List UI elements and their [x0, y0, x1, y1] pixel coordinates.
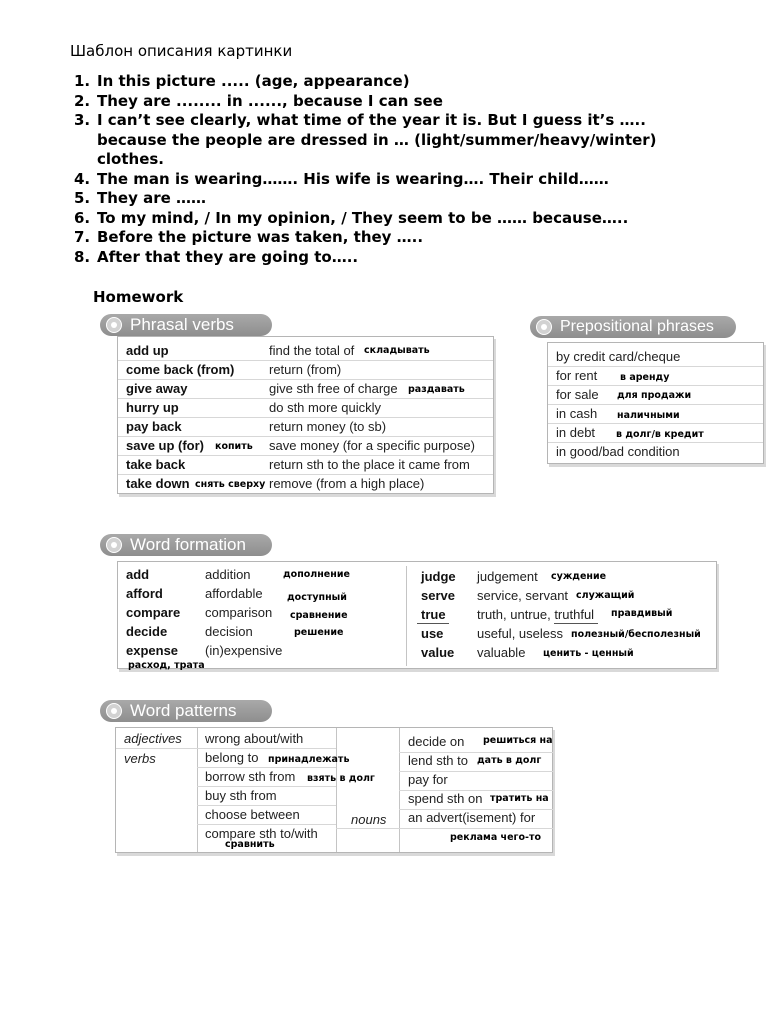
- list-item: 1. In this picture ..... (age, appearance): [74, 72, 410, 90]
- handwritten-note: реклама чего-то: [450, 832, 541, 843]
- bullet-icon: [106, 317, 122, 333]
- table-row: for rent: [548, 366, 763, 386]
- list-item-text: In this picture ..... (age, appearance): [97, 72, 410, 90]
- bullet-icon: [536, 319, 552, 335]
- table-row: in debt: [548, 423, 763, 443]
- list-item-text: The man is wearing……. His wife is wearing…. Their child……: [97, 169, 609, 188]
- handwritten-note: доступный: [287, 592, 347, 603]
- table-row: take back return sth to the place it came from: [118, 455, 493, 475]
- table-row: in good/bad condition: [556, 444, 680, 459]
- list-item-text: After that they are going to…..: [97, 247, 359, 266]
- handwritten-note: суждение: [551, 571, 607, 582]
- handwritten-note: дать в долг: [477, 755, 542, 766]
- list-item-text: I can’t see clearly, what time of the year it is. But I guess it’s ….. because the people are dressed in … (light/summer/heavy/winter) clothes.: [97, 111, 657, 168]
- prepositional-phrases-table: [547, 342, 764, 464]
- word-patterns-heading: Word patterns: [100, 700, 272, 722]
- handwritten-note: полезный/бесполезный: [571, 629, 701, 640]
- category-label: verbs: [124, 751, 156, 766]
- homework-heading: Homework: [93, 288, 184, 306]
- list-item-text: To my mind, / In my opinion, / They seem to be …… because…..: [97, 208, 629, 227]
- handwritten-note: наличными: [617, 410, 680, 421]
- category-label: adjectives: [124, 731, 182, 746]
- handwritten-note: складывать: [364, 345, 430, 356]
- bullet-icon: [106, 703, 122, 719]
- table-row: pay back return money (to sb): [118, 417, 493, 437]
- list-item: 3. I can’t see clearly, what time of the year it is. But I guess it’s ….. because the people are dressed in … (light/summer/heavy/winter) clothes.: [74, 111, 657, 168]
- table-row: give away give sth free of charge: [118, 379, 493, 399]
- phrasal-verbs-heading: Phrasal verbs: [100, 314, 272, 336]
- phrasal-verbs-table: [117, 336, 494, 494]
- list-item-text: They are ……: [97, 189, 206, 207]
- handwritten-note: в аренду: [620, 372, 670, 383]
- handwritten-note: сравнение: [290, 610, 348, 621]
- handwritten-note: в долг/в кредит: [616, 429, 704, 440]
- list-item: 5. They are ……: [74, 189, 206, 207]
- handwritten-note: сравнить: [225, 839, 275, 850]
- handwritten-note: расход, трата: [128, 660, 205, 671]
- handwritten-note: дополнение: [283, 569, 350, 580]
- handwritten-note: снять сверху: [195, 479, 266, 490]
- word-formation-heading: Word formation: [100, 534, 272, 556]
- list-item: 6. To my mind, / In my opinion, / They seem to be …… because…..: [74, 208, 629, 227]
- category-label: nouns: [351, 812, 387, 827]
- list-item-text: They are ........ in ......, because I can see: [97, 91, 443, 110]
- handwritten-note: решиться на: [483, 735, 553, 746]
- table-row: take down remove (from a high place): [126, 476, 425, 491]
- list-item: 8. After that they are going to…..: [74, 247, 359, 266]
- list-item: 2. They are ........ in ......, because I can see: [74, 91, 443, 110]
- table-row: save up (for) save money (for a specific purpose): [118, 436, 493, 456]
- document-title: Шаблон описания картинки: [70, 42, 293, 60]
- handwritten-note: копить: [215, 441, 253, 452]
- table-row: add up find the total of: [118, 341, 493, 361]
- table-row: hurry up do sth more quickly: [118, 398, 493, 418]
- handwritten-note: решение: [294, 627, 344, 638]
- handwritten-note: правдивый: [611, 608, 673, 619]
- table-row: by credit card/cheque: [548, 347, 763, 367]
- list-item-text: Before the picture was taken, they …..: [97, 228, 424, 246]
- table-row: for sale: [548, 385, 763, 405]
- handwritten-note: тратить на: [490, 793, 549, 804]
- table-row: in cash: [548, 404, 763, 424]
- prepositional-phrases-heading: Prepositional phrases: [530, 316, 736, 338]
- description-template-list: [74, 72, 714, 267]
- handwritten-note: служащий: [576, 590, 635, 601]
- handwritten-note: принадлежать: [268, 754, 350, 765]
- handwritten-note: взять в долг: [307, 773, 375, 784]
- handwritten-note: для продажи: [617, 390, 692, 401]
- word-patterns-table: adjectives verbs nouns wrong about/with belong to borrow sth from buy sth from choose between compare sth to/with decide on lend sth to pay for spend sth on an advert(isement) for: [115, 727, 553, 853]
- handwritten-note: раздавать: [408, 384, 465, 395]
- list-item: 4. The man is wearing……. His wife is wearing…. Their child……: [74, 169, 609, 188]
- table-row: come back (from) return (from): [118, 360, 493, 380]
- list-item: 7. Before the picture was taken, they …..: [74, 228, 424, 246]
- word-formation-table: add addition afford affordable compare comparison decide decision expense (in)expensive judge judgement serve service, servant true truth, untrue, truthful use useful, useless value valuable: [117, 561, 717, 669]
- bullet-icon: [106, 537, 122, 553]
- handwritten-note: ценить - ценный: [543, 648, 634, 659]
